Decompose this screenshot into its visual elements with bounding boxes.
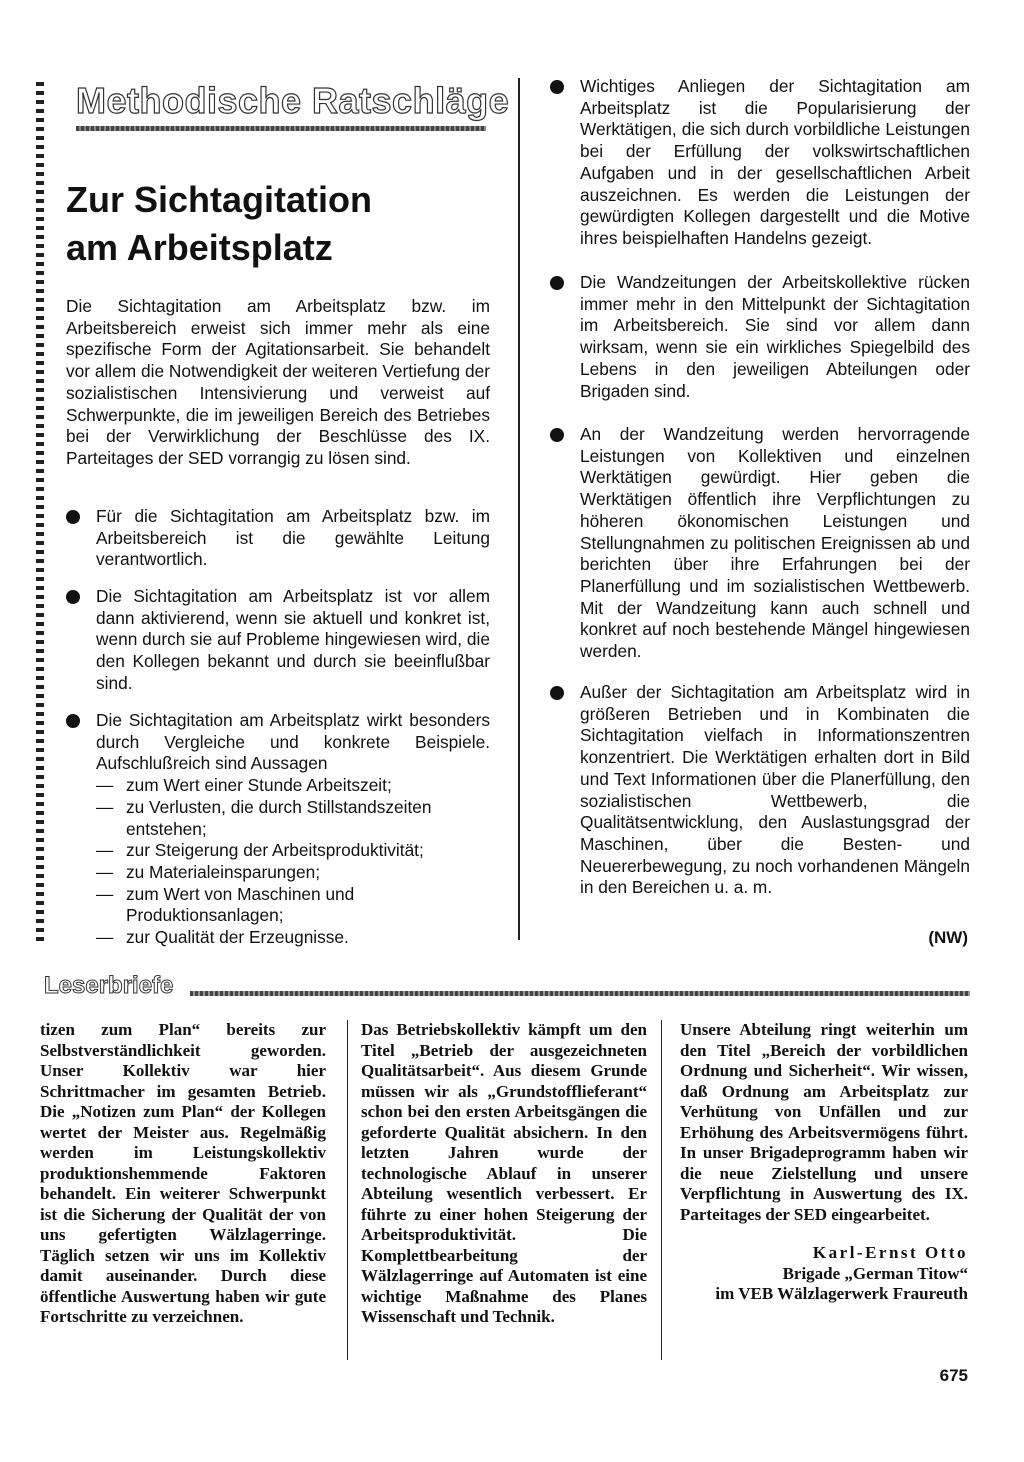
bullet-item: [66, 506, 490, 571]
bullet-text: Die Wandzeitungen der Arbeitskollektive rücken immer mehr in den Mittelpunkt der Sichtagitation im Arbeitsbereich. Sie sind vor allem dann wirksam, wenn sie ein wirkliches Spiegelbild des Lebens in den jeweiligen Abteilungen oder Brigaden sind.: [580, 272, 970, 401]
dash-list-item: — zum Wert einer Stunde Arbeitszeit;: [96, 775, 490, 797]
headline-line-1: Zur Sichtagitation: [66, 179, 372, 220]
letter-column-1: [40, 1020, 326, 1328]
bullet-text: Wichtiges Anliegen der Sichtagitation am Arbeitsplatz ist die Popularisierung der Werktätigen, die sich durch vorbildliche Leistungen bei der Erfüllung der volkswirtschaftlichen Aufgaben und in der gesellschaftlichen Arbeit auszeichnen. Es werden die Leistungen der gewürdigten Kollegen dargestellt und die Motive ihres beispielhaften Handelns gezeigt.: [580, 76, 970, 248]
bullet-item: [66, 586, 490, 695]
bullet-dot-icon: [66, 714, 80, 728]
page-number: 675: [939, 1366, 968, 1385]
article-signature: (NW): [928, 928, 968, 947]
article-intro: Die Sichtagitation am Arbeitsplatz bzw. im Arbeitsbereich erweist sich immer mehr als eine spezifische Form der Agitationsarbeit. Sie behandelt vor allem die Notwendigkeit der weiteren Vertiefung der sozialistischen Intensivierung und verweist auf Schwerpunkte, die im jeweiligen Bereich des Betriebes bei der Verwirklichung der Beschlüsse des IX. Parteitages der SED vorrangig zu lösen sind.: [66, 296, 490, 468]
letter-column-2: [361, 1020, 647, 1328]
bullet-dot-icon: [66, 510, 80, 524]
bullet-item: [550, 682, 970, 899]
bullet-text-with-list: [96, 710, 490, 949]
bullet-item: [66, 710, 490, 949]
letter-column-3: [680, 1020, 968, 1305]
bullet-dot-icon: [550, 686, 564, 700]
dash-list-item: — zur Steigerung der Arbeitsproduktivität;: [96, 840, 490, 862]
column-divider: [661, 1020, 662, 1360]
letter-author-company: im VEB Wälzlagerwerk Fraureuth: [715, 1284, 968, 1303]
section-title: Methodische Ratschläge: [76, 80, 510, 121]
column-divider: [518, 78, 520, 940]
letters-section-title: Leserbriefe: [44, 972, 174, 999]
letter-text: Das Betriebskollektiv kämpft um den Titel „Betrieb der ausgezeichneten Qualitätsarbeit“. Aus diesem Grunde müssen wir als „Grundstofflieferant“ schon bei den ersten Arbeitsgängen die geforderte Qualität absichern. In den letzten Jahren wurde der technologische Ablauf in unserer Abteilung wesentlich verbessert. Er führte zu einer hohen Steigerung der Arbeitsproduktivität. Die Komplettbearbeitung der Wälzlagerringe auf Automaten ist eine wichtige Maßnahme des Planes Wissenschaft und Technik.: [361, 1020, 647, 1326]
bullet-item: [550, 424, 970, 663]
bullet-dot-icon: [66, 590, 80, 604]
headline-line-2: am Arbeitsplatz: [66, 227, 333, 268]
dash-list-item: — zum Wert von Maschinen und Produktionsanlagen;: [96, 884, 490, 927]
letter-author-name: Karl-Ernst Otto: [812, 1243, 968, 1262]
bullet-text: An der Wandzeitung werden hervorragende Leistungen von Kollektiven und einzelnen Werktätigen gewürdigt. Hier geben die Werktätigen öffentlich ihre Verpflichtungen zu höheren ökonomischen Leistungen und Stellungnahmen zu politischen Ereignissen ab und berichten über ihre Erfahrungen bei der Planerfüllung und im sozialistischen Wettbewerb. Mit der Wandzeitung kann auch schnell und konkret auf noch bestehende Mängel hingewiesen werden.: [580, 424, 970, 662]
letter-text: Unsere Abteilung ringt weiterhin um den Titel „Bereich der vorbildlichen Ordnung und Sicherheit“. Wir wissen, daß Ordnung am Arbeitsplatz zur Verhütung von Unfällen und zur Erhöhung des Arbeitsvermögens führt. In unser Brigadeprogramm haben wir die neue Zielstellung und unsere Verpflichtung in Auswertung des IX. Parteitages der SED eingearbeitet.: [680, 1020, 968, 1224]
dash-list-item: — zu Materialeinsparungen;: [96, 862, 490, 884]
bullet-dot-icon: [550, 276, 564, 290]
section-title-rule: [76, 126, 486, 131]
letters-title-rule: [190, 991, 970, 996]
article-headline: [66, 176, 372, 272]
bullet-dot-icon: [550, 80, 564, 94]
bullet-text: Die Sichtagitation am Arbeitsplatz ist vor allem dann aktivierend, wenn sie aktuell und konkret ist, wenn durch sie auf Probleme hingewiesen wird, die den Kollegen bekannt und durch sie beeinflußbar sind.: [96, 586, 490, 693]
letter-author-brigade: Brigade „German Titow“: [782, 1263, 968, 1283]
dash-list-item: — zur Qualität der Erzeugnisse.: [96, 927, 490, 949]
column-divider: [347, 1020, 348, 1360]
bullet-item: [550, 272, 970, 402]
bullet-item: [550, 76, 970, 250]
dash-list-item: — zu Verlusten, die durch Stillstandszeiten entstehen;: [96, 797, 490, 840]
bullet-text: Außer der Sichtagitation am Arbeitsplatz wird in größeren Betrieben und in Kombinaten die Sichtagitation vielfach in Informationszentren konzentriert. Die Werktätigen erhalten dort in Bild und Text Informationen über die Planerfüllung, den sozialistischen Wettbewerb, die Qualitätsentwicklung, den Auslastungsgrad der Maschinen, über die Besten- und Neuererbewegung, zu noch vorhandenen Mängeln in den Bereichen u. a. m.: [580, 682, 970, 898]
letter-text: tizen zum Plan“ bereits zur Selbstverständlichkeit geworden. Unser Kollektiv war hier Schrittmacher im gesamten Betrieb. Die „Notizen zum Plan“ der Kollegen wertet der Meister aus. Regelmäßig werden im Leistungskollektiv produktionshemmende Faktoren behandelt. Ein weiterer Schwerpunkt ist die Sicherung der Qualität der von uns gefertigten Wälzlagerringe. Täglich setzen wir uns im Kollektiv damit auseinander. Durch diese öffentliche Auswertung haben wir gute Fortschritte zu verzeichnen.: [40, 1020, 326, 1326]
dash-list: [96, 775, 490, 949]
decorative-dashed-strip: [36, 82, 44, 942]
bullet-dot-icon: [550, 428, 564, 442]
bullet-text: Für die Sichtagitation am Arbeitsplatz bzw. im Arbeitsbereich ist die gewählte Leitung verantwortlich.: [96, 506, 490, 570]
bullet-text: Die Sichtagitation am Arbeitsplatz wirkt besonders durch Vergleiche und konkrete Beispiele. Aufschlußreich sind Aussagen: [96, 710, 490, 774]
